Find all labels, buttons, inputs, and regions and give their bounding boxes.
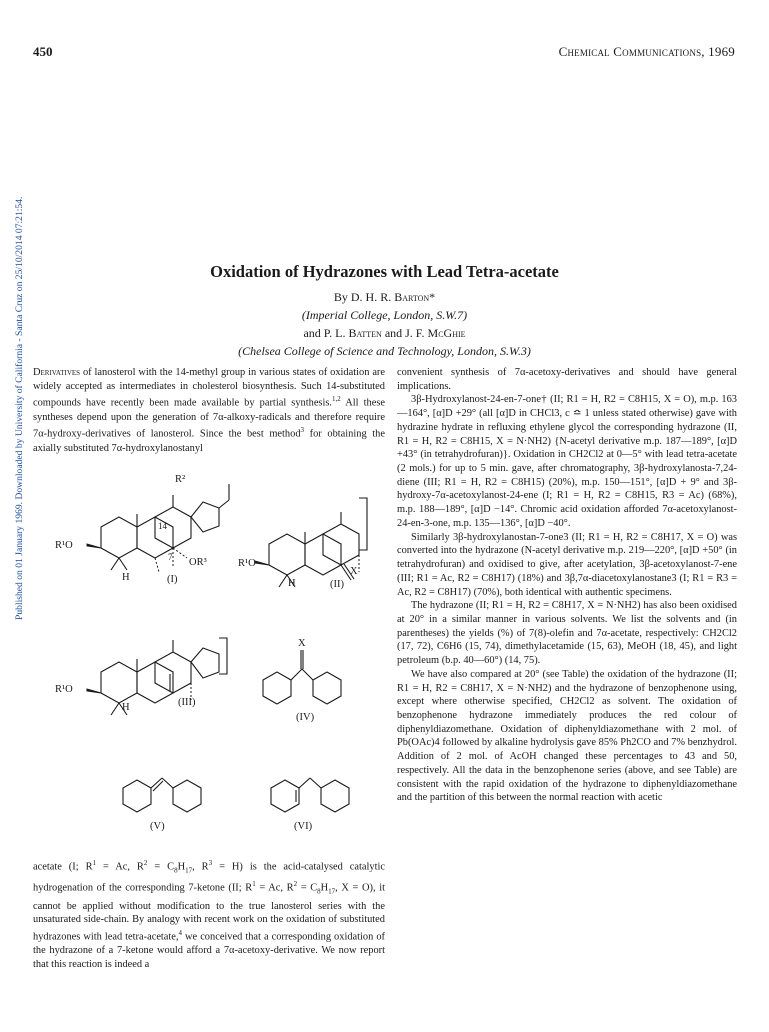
x-label-IV: X: [298, 638, 306, 649]
right-para-3: Similarly 3β-hydroxylanostan-7-one3 (II; R1 = H, R2 = C8H17, X = O) was converted into the hydrazone (N-acetyl derivative m.p. 219—220°, [α]D +50° (in tetrahydrofuran) and oxidised to give, after acetylation, 3β-acetoxylanost-7-ene (III; R1 = Ac, R2 = C8H17) (18%) and 3β,7α-diacetoxylanostane3 (I; R1 = R3 = Ac, R2 = C8H17) (70%), both identical with authentic specimens.: [397, 531, 737, 598]
h-label-II: H: [288, 578, 296, 589]
r1o-label-III: R¹O: [55, 684, 73, 695]
author-line-1: By D. H. R. Barton*: [333, 290, 436, 304]
right-para-1: convenient synthesis of 7α-acetoxy-derivatives and should have general implications.: [397, 367, 737, 392]
x-label-II: X: [350, 566, 358, 577]
watermark-text: Published on 01 January 1969. Downloaded by University of California - Santa Cruz on 25/10/2014 07:21:54.: [14, 196, 25, 620]
label-III: (III): [178, 697, 196, 708]
right-para-4: The hydrazone (II; R1 = H, R2 = C8H17, X = N·NH2) has also been oxidised at 20° in a similar manner in various solvents. We list the solvents and (in parentheses) the yields (%) of 7(8)-olefin and 7α-acetate, respectively: CH2Cl2 (17, 72), C6H6 (15, 74), dimethylacetamide (15, 63), MeOH (18, 45), and light petroleum (b.p. 40—60°) (14, 75).: [397, 600, 737, 667]
left-column-bottom: [33, 857, 385, 972]
c14-label: 14: [158, 521, 167, 531]
right-para-2: 3β-Hydroxylanost-24-en-7-one† (II; R1 = H, R2 = C8H15, X = O), m.p. 163—164°, [α]D +29° (all [α]D in CHCl3, c ≏ 1 unless stated otherwise) gave with hydrazine hydrate in refluxing ethylene glycol the corresponding hydrazone (II, R1 = H, R2 = C8H15, X = N·NH2) {N-acetyl derivative m.p. 187—189°, [α]D +43° (in tetrahydrofuran)}. Oxidation in CH2Cl2 at 0—5° with lead tetra-acetate (2 mols.) for up to 5 min. gave, after chromatography, 3β-hydroxylanosta-7,24-diene (III; R1 = H, R2 = C8H15) (20%), m.p. 150—151°, [α]D + 9° and 3β-hydroxy-7α-acetoxylanost-24-ene (I; R1 = H, R2 = C8H15, R3 = Ac) (68%), m.p. 188—189°, [α]D −14°. Chromic acid oxidation afforded 7α-acetoxylanost-24-en-3-one, m.p. 135—136°, [α]D −40°.: [397, 394, 737, 529]
structure-III: [87, 638, 227, 715]
structure-V: [123, 778, 201, 812]
label-IV: (IV): [296, 712, 315, 723]
affiliation-2: (Chelsea College of Science and Technology, London, S.W.3): [238, 344, 531, 358]
right-column: [397, 366, 737, 805]
page-number: 450: [33, 44, 53, 59]
journal-title: Chemical Communications, 1969: [558, 44, 735, 59]
affiliation-1: (Imperial College, London, S.W.7): [301, 308, 468, 322]
left-para-1: Derivatives of lanosterol with the 14-methyl group in various states of oxidation are widely accepted as intermediates in cholesterol biosynthesis. Such 14-substituted compounds have recently been made available by partial synthesis.$^{1,2}$ All these syntheses depend upon the generation of 7α-alkoxy-radicals and therefore require 7α-hydroxy-derivatives of lanosterol. Since the best method$^3$ for obtaining the axially substituted 7α-hydroxylanostanyl: [33, 367, 385, 454]
label-I: (I): [167, 574, 178, 585]
label-II: (II): [330, 579, 344, 590]
left-para-2: acetate (I; $R^1 = Ac$, $R^2 = C_8H_{17}$, $R^3 = H$) is the acid-catalysed catalytic hydrogenation of the corresponding 7-ketone (II; $R^1 = Ac$, $R^2 = C_8H_{17}$, X = O), it cannot be applied without modification to the true lanosterol series with the unsaturated side-chain. By analogy with recent work on the oxidation of substituted hydrazones with lead tetra-acetate,$^4$ we conceived that a corresponding oxidation of the hydrazone of a 7-ketone would afford a 7α-acetoxy-derivative. We now report that this reaction is indeed a: [33, 859, 386, 970]
structure-VI: [271, 778, 349, 812]
r2-label: R²: [175, 474, 186, 485]
h-label-I: H: [122, 572, 130, 583]
structures-figure: [33, 462, 385, 850]
download-watermark: [2, 160, 25, 620]
label-V: (V): [150, 821, 165, 832]
author-line-2: and P. L. Batten and J. F. McGhie: [303, 326, 466, 340]
r1o-label-II: R¹O: [238, 558, 256, 569]
right-para-5: We have also compared at 20° (see Table) the oxidation of the hydrazone (II; R1 = H, R2 = C8H17, X = N·NH2) and the hydrazone of benzophenone using, except where otherwise specified, CH2Cl2 as solvent. The oxidation of benzophenone hydrazone immediately produces the red colour of diphenyldiazomethane. Oxidation of diphenyldiazomethane with 2 mol. of Pb(OAc)4 followed by alkaline hydrolysis gave 85% Ph2CO and 7% benzhydrol. Addition of 2 mol. of AcOH changed these percentages to 43 and 50, respectively. All the data in the benzophenone series (above, and see Table) are consistent with the rapid oxidation of the hydrazone to diphenyldiazomethane and the partition of this between the normal reaction with acetic: [397, 668, 737, 804]
structure-IV: [263, 650, 341, 704]
or3-label: OR³: [189, 557, 207, 568]
article-title: Oxidation of Hydrazones with Lead Tetra-acetate: [210, 262, 559, 281]
h-label-III: H: [122, 702, 130, 713]
r1o-label-I: R¹O: [55, 540, 73, 551]
left-column-top: [33, 366, 385, 455]
label-VI: (VI): [294, 821, 313, 832]
c7-label: 7: [168, 552, 173, 562]
